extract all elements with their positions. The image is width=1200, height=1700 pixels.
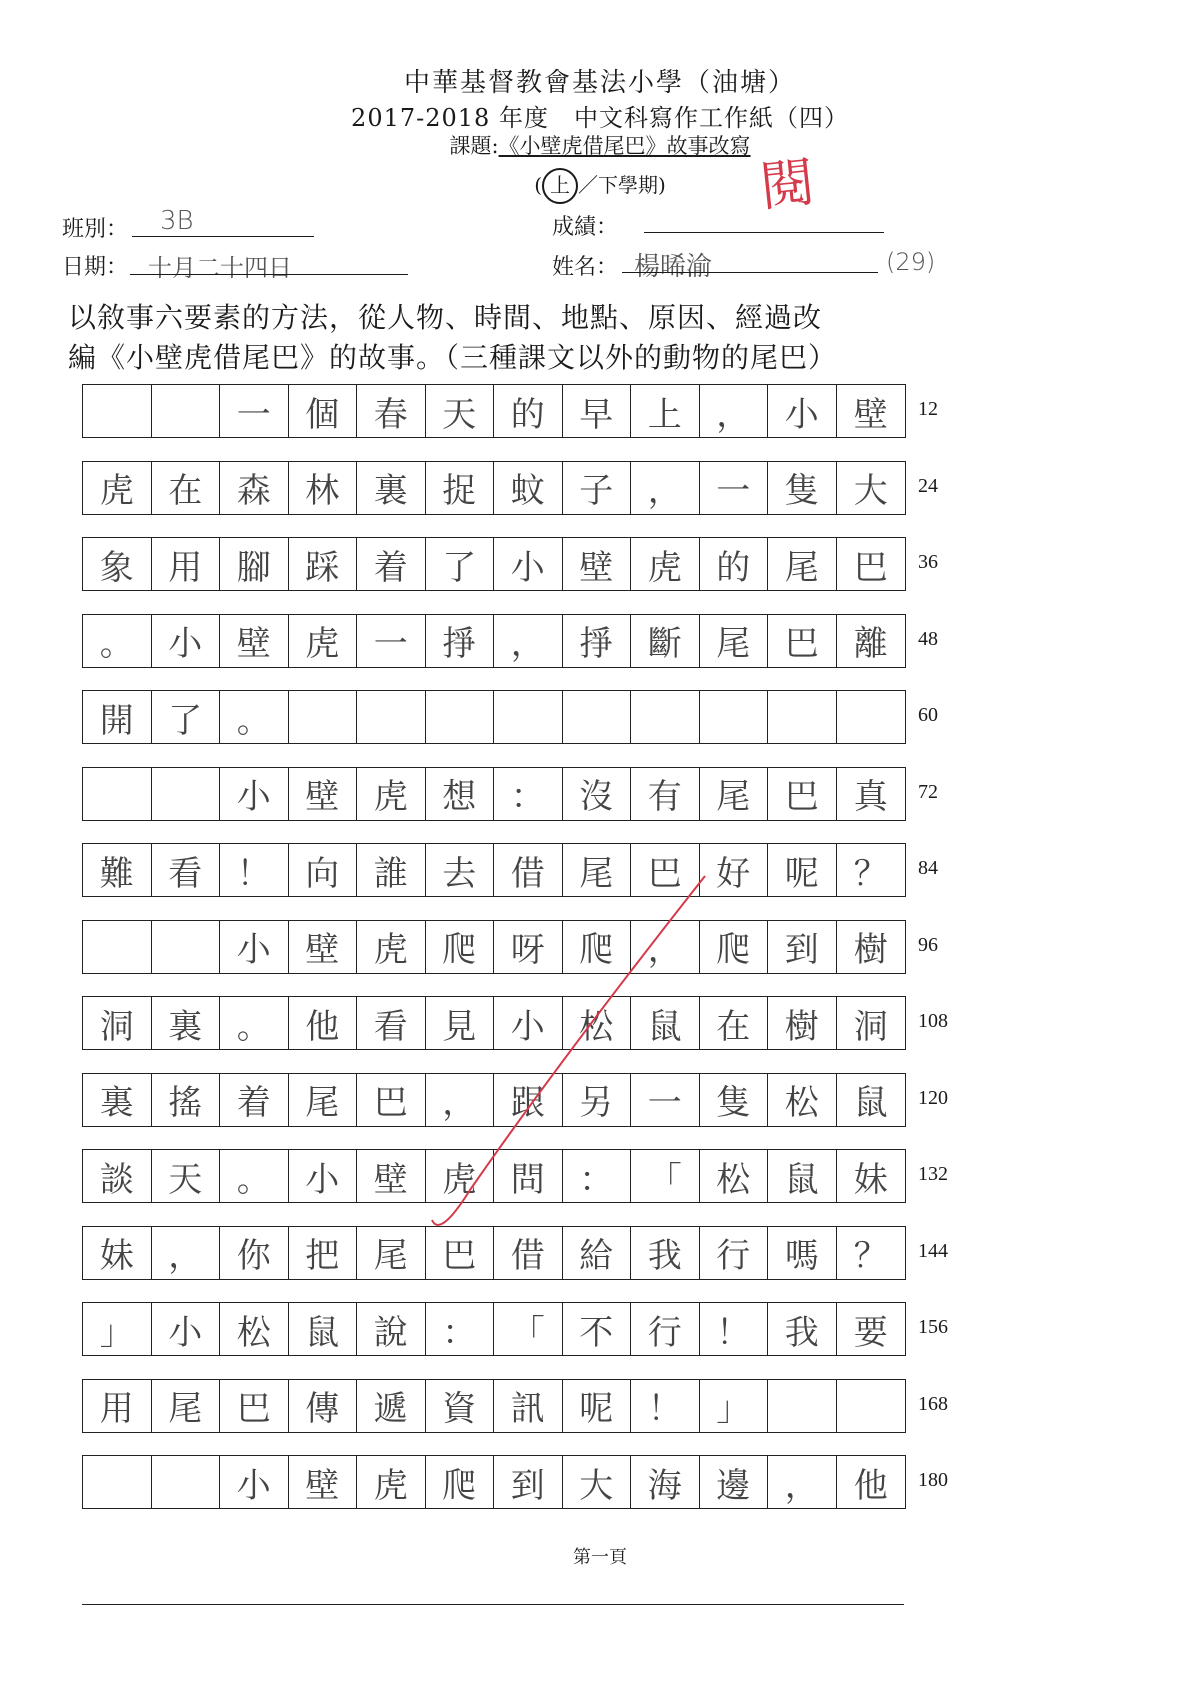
grid-cell: 裏 — [152, 997, 221, 1049]
grid-cell: 巴 — [768, 768, 837, 820]
next-grid-row-edge — [82, 1604, 904, 1625]
grid-cell: 着 — [357, 538, 426, 590]
grid-cell: 看 — [152, 844, 221, 896]
grid-cell: 把 — [289, 1227, 358, 1279]
grid-cell: 用 — [152, 538, 221, 590]
grid-cell: 尾 — [768, 538, 837, 590]
grid-row-cells — [82, 996, 906, 1050]
grid-cell: 尾 — [563, 844, 632, 896]
grid-cell: 呀 — [494, 921, 563, 973]
grid-cell: 天 — [426, 385, 495, 437]
grid-cell: ： — [563, 1150, 632, 1202]
grid-cell: 上 — [631, 385, 700, 437]
grid-cell: 的 — [494, 385, 563, 437]
grid-cell: 大 — [563, 1456, 632, 1508]
row-character-count: 108 — [918, 1010, 948, 1032]
grid-row-cells — [82, 843, 906, 897]
grid-cell: 小 — [152, 615, 221, 667]
grid-cell: 沒 — [563, 768, 632, 820]
grid-cell: 虎 — [357, 921, 426, 973]
grid-cell: 掙 — [563, 615, 632, 667]
grid-cell: 傳 — [289, 1380, 358, 1432]
grid-cell: 松 — [700, 1150, 769, 1202]
grid-cell: 要 — [853, 1312, 888, 1353]
grid-cell — [289, 691, 358, 743]
grid-cell: 你 — [220, 1227, 289, 1279]
grid-cell: 他 — [853, 1465, 888, 1506]
grid-cell: 爬 — [700, 921, 769, 973]
grid-cell — [152, 1456, 221, 1508]
grid-cell: 洞 — [853, 1006, 888, 1047]
grid-row — [82, 843, 938, 899]
grid-cell — [83, 768, 152, 820]
grid-cell: ， — [768, 1456, 837, 1508]
grid-cell: 鼠 — [853, 1083, 888, 1123]
row-character-count: 156 — [918, 1316, 948, 1338]
date-field — [62, 250, 128, 281]
grid-row-cells — [82, 1073, 906, 1127]
grid-cell: 松 — [563, 997, 632, 1049]
grid-cell: 壁 — [289, 921, 358, 973]
grid-cell: 借 — [494, 1227, 563, 1279]
grid-cell: 壁 — [220, 615, 289, 667]
grid-cell: 小 — [220, 1456, 289, 1508]
class-label: 班別： — [62, 217, 129, 242]
grid-cell: 。 — [220, 997, 289, 1049]
grid-cell — [768, 1380, 837, 1432]
grid-cell: 巴 — [768, 615, 837, 667]
grid-cell: 尾 — [700, 615, 769, 667]
grid-cell: ， — [631, 462, 700, 514]
grid-cell: 了 — [152, 691, 221, 743]
grid-cell: 捉 — [426, 462, 495, 514]
grid-cell: 掙 — [426, 615, 495, 667]
grid-cell: 另 — [563, 1074, 632, 1126]
grid-cell: 春 — [357, 385, 426, 437]
grid-cell — [83, 921, 152, 973]
grid-cell: 鼠 — [768, 1150, 837, 1202]
grid-cell: ！ — [700, 1303, 769, 1355]
grid-cell — [152, 921, 221, 973]
grid-cell: 小 — [220, 768, 289, 820]
grid-cell: 虎 — [426, 1150, 495, 1202]
grid-cell — [631, 691, 700, 743]
term-circled-first: 上 — [542, 168, 578, 204]
grid-row — [82, 690, 938, 746]
grid-cell: 林 — [289, 462, 358, 514]
grid-cell: 樹 — [853, 930, 888, 970]
grid-row-cells — [82, 1226, 906, 1280]
grid-cell: 見 — [426, 997, 495, 1049]
school-name: 中華基督教會基法小學（油塘） — [403, 68, 796, 98]
grid-cell — [152, 768, 221, 820]
grid-cell: 洞 — [83, 997, 152, 1049]
row-character-count: 144 — [918, 1239, 948, 1262]
grid-cell: ， — [494, 615, 563, 667]
topic-line — [0, 130, 1200, 160]
grid-cell: 森 — [220, 462, 289, 514]
grid-cell — [357, 691, 426, 743]
grid-cell: 看 — [357, 997, 426, 1049]
grid-cell: ， — [631, 921, 700, 973]
grid-cell: 踩 — [289, 538, 358, 590]
grid-cell: 巴 — [853, 547, 888, 588]
grid-cell: ！ — [631, 1380, 700, 1432]
grid-row-cells — [82, 767, 906, 821]
grid-cell — [837, 1380, 906, 1432]
grid-cell: 小 — [494, 538, 563, 590]
grid-cell: 」 — [700, 1380, 769, 1432]
grid-cell: 松 — [768, 1074, 837, 1126]
grid-cell: 。 — [220, 691, 289, 743]
term-open: ( — [534, 173, 542, 197]
grid-cell: ： — [494, 768, 563, 820]
grid-row-cells — [82, 1455, 906, 1509]
grid-cell: 虎 — [357, 768, 426, 820]
grid-cell: 象 — [83, 538, 152, 590]
grid-cell: 嗎 — [768, 1227, 837, 1279]
grade-field — [552, 210, 618, 241]
grid-cell: 蚊 — [494, 462, 563, 514]
grid-cell: 小 — [220, 921, 289, 973]
grade-label: 成績： — [552, 215, 619, 240]
grid-row-cells — [82, 1302, 906, 1356]
grid-cell: 跟 — [494, 1074, 563, 1126]
grid-cell: 的 — [700, 538, 769, 590]
grid-cell: 行 — [700, 1227, 769, 1279]
grid-cell: 大 — [853, 471, 888, 511]
row-character-count: 72 — [918, 780, 938, 803]
grid-cell: 到 — [768, 921, 837, 973]
grid-cell: 用 — [83, 1380, 152, 1432]
grid-cell: 在 — [152, 462, 221, 514]
grid-cell: 好 — [700, 844, 769, 896]
grid-cell: 虎 — [289, 615, 358, 667]
term-line — [0, 168, 1200, 204]
grid-cell: 尾 — [152, 1380, 221, 1432]
grid-cell: 一 — [700, 462, 769, 514]
grid-cell: 子 — [563, 462, 632, 514]
grid-cell: 巴 — [426, 1227, 495, 1279]
grid-cell: ， — [700, 385, 769, 437]
grid-cell — [494, 691, 563, 743]
grid-row — [82, 767, 938, 823]
grid-cell: 向 — [289, 844, 358, 896]
grid-cell: 尾 — [357, 1227, 426, 1279]
grid-row — [82, 1455, 948, 1511]
grid-cell: 尾 — [289, 1074, 358, 1126]
grid-cell: 虎 — [83, 462, 152, 514]
date-label: 日期： — [62, 255, 129, 280]
grid-cell: ？ — [853, 853, 888, 894]
instruction-line-2: 編《小壁虎借尾巴》的故事。（三種課文以外的動物的尾巴） — [68, 341, 838, 374]
grid-cell — [83, 1456, 152, 1508]
student-number — [886, 248, 935, 276]
grid-cell: 想 — [426, 768, 495, 820]
grid-cell: 在 — [700, 997, 769, 1049]
grid-cell: 小 — [494, 997, 563, 1049]
grid-row — [82, 1226, 948, 1282]
grid-cell — [837, 691, 906, 743]
row-character-count: 12 — [918, 398, 938, 420]
grid-cell: 「 — [494, 1303, 563, 1355]
grid-cell: 巴 — [220, 1380, 289, 1432]
instructions — [68, 298, 968, 378]
grid-cell: 行 — [631, 1303, 700, 1355]
grid-cell: 」 — [83, 1303, 152, 1355]
grid-cell: 一 — [220, 385, 289, 437]
grid-cell: 開 — [83, 691, 152, 743]
grid-cell: 一 — [357, 615, 426, 667]
grid-cell: 邊 — [700, 1456, 769, 1508]
grid-cell: 給 — [563, 1227, 632, 1279]
grid-cell: 早 — [563, 385, 632, 437]
grid-cell: 鼠 — [289, 1303, 358, 1355]
grid-cell: 腳 — [220, 538, 289, 590]
class-value: 3B — [160, 206, 194, 236]
grid-cell: 去 — [426, 844, 495, 896]
grid-cell: 虎 — [631, 538, 700, 590]
grid-row — [82, 1073, 948, 1129]
grid-cell: 裏 — [83, 1074, 152, 1126]
grid-row — [82, 1149, 948, 1205]
grid-cell: 爬 — [426, 1456, 495, 1508]
grid-cell: 搖 — [152, 1074, 221, 1126]
grid-cell: 壁 — [289, 1456, 358, 1508]
grid-cell: 隻 — [700, 1074, 769, 1126]
row-character-count: 48 — [918, 627, 938, 650]
grid-cell: 資 — [426, 1380, 495, 1432]
grid-row-cells — [82, 461, 906, 515]
grid-cell: 松 — [220, 1303, 289, 1355]
grid-row — [82, 461, 938, 517]
grid-cell: 隻 — [768, 462, 837, 514]
grid-cell: 小 — [289, 1150, 358, 1202]
grid-cell: 訊 — [494, 1380, 563, 1432]
date-value: 十月二十四日 — [148, 254, 292, 282]
grid-cell: 爬 — [563, 921, 632, 973]
grid-row — [82, 537, 938, 593]
grid-cell — [426, 691, 495, 743]
grid-row — [82, 1302, 948, 1358]
row-character-count: 96 — [918, 933, 938, 956]
grid-row — [82, 920, 938, 976]
grid-cell: 借 — [494, 844, 563, 896]
grid-cell: ！ — [220, 844, 289, 896]
grid-cell — [563, 691, 632, 743]
grid-cell — [700, 691, 769, 743]
grid-cell — [152, 385, 221, 437]
grid-cell: 到 — [494, 1456, 563, 1508]
grid-cell: 巴 — [631, 844, 700, 896]
grid-cell: 壁 — [563, 538, 632, 590]
grid-cell: 了 — [426, 538, 495, 590]
grid-cell: ， — [152, 1227, 221, 1279]
grid-cell: 巴 — [357, 1074, 426, 1126]
name-value: 楊晞渝 — [634, 252, 713, 282]
grid-row — [82, 1379, 948, 1435]
grid-row-cells — [82, 614, 906, 668]
grid-cell: 離 — [853, 624, 888, 664]
grid-cell: 他 — [289, 997, 358, 1049]
grid-cell: 着 — [220, 1074, 289, 1126]
grid-cell: 斷 — [631, 615, 700, 667]
page-number: 第一頁 — [573, 1547, 627, 1568]
grid-cell: ， — [426, 1074, 495, 1126]
teacher-read-mark: 閱 — [757, 150, 818, 219]
grid-cell: 妹 — [83, 1227, 152, 1279]
grid-cell — [768, 691, 837, 743]
grid-cell: 鼠 — [631, 997, 700, 1049]
grid-row-cells — [82, 690, 906, 744]
row-character-count: 24 — [918, 474, 938, 497]
grid-cell: 樹 — [768, 997, 837, 1049]
grid-cell: 壁 — [357, 1150, 426, 1202]
row-character-count: 120 — [918, 1086, 948, 1109]
grid-row-cells — [82, 920, 906, 974]
name-label: 姓名： — [552, 255, 619, 280]
name-field — [552, 250, 618, 281]
grid-cell: 小 — [768, 385, 837, 437]
row-character-count: 180 — [918, 1469, 948, 1491]
grid-cell: 談 — [83, 1150, 152, 1202]
grid-cell: 壁 — [853, 394, 888, 435]
grid-cell: 個 — [289, 385, 358, 437]
grid-cell: 天 — [152, 1150, 221, 1202]
grid-cell: 有 — [631, 768, 700, 820]
worksheet-year-title: 2017-2018 年度 中文科寫作工作紙（四） — [351, 104, 849, 132]
grid-row — [82, 384, 938, 440]
grid-cell: 壁 — [289, 768, 358, 820]
grid-cell: 說 — [357, 1303, 426, 1355]
row-character-count: 132 — [918, 1163, 948, 1185]
grid-cell: 問 — [494, 1150, 563, 1202]
grid-cell: 尾 — [700, 768, 769, 820]
grid-cell: ？ — [853, 1236, 888, 1276]
grid-cell: 我 — [631, 1227, 700, 1279]
grid-row-cells — [82, 384, 906, 438]
row-character-count: 36 — [918, 551, 938, 573]
grid-cell: 遞 — [357, 1380, 426, 1432]
grid-cell — [83, 385, 152, 437]
grid-cell: 呢 — [768, 844, 837, 896]
instruction-line-1: 以敘事六要素的方法，從人物、時間、地點、原因、經過改 — [68, 301, 823, 334]
grid-cell: 虎 — [357, 1456, 426, 1508]
class-field — [62, 212, 128, 243]
grid-cell: 一 — [631, 1074, 700, 1126]
topic-title: 《小壁虎借尾巴》故事改寫 — [498, 134, 751, 158]
grid-cell: 小 — [152, 1303, 221, 1355]
grid-cell: 真 — [853, 777, 888, 817]
grid-cell: 「 — [631, 1150, 700, 1202]
grid-row-cells — [82, 1149, 906, 1203]
grid-cell: 誰 — [357, 844, 426, 896]
row-character-count: 84 — [918, 857, 938, 879]
row-character-count: 60 — [918, 704, 938, 726]
grid-cell: 爬 — [426, 921, 495, 973]
grid-cell: 不 — [563, 1303, 632, 1355]
grid-row-cells — [82, 1379, 906, 1433]
grid-cell: 裏 — [357, 462, 426, 514]
grid-cell: 難 — [83, 844, 152, 896]
term-rest: ／下學期) — [578, 173, 666, 197]
topic-label: 課題: — [449, 134, 499, 158]
grid-cell: 海 — [631, 1456, 700, 1508]
grid-cell: 妹 — [853, 1159, 888, 1200]
grid-cell: 。 — [83, 615, 152, 667]
grid-row — [82, 996, 948, 1052]
grid-row — [82, 614, 938, 670]
grid-cell: 我 — [768, 1303, 837, 1355]
grid-cell: 。 — [220, 1150, 289, 1202]
grid-row-cells — [82, 537, 906, 591]
row-character-count: 168 — [918, 1392, 948, 1415]
grid-cell: 呢 — [563, 1380, 632, 1432]
student-number-value: (29) — [886, 248, 936, 276]
grid-cell: ： — [426, 1303, 495, 1355]
